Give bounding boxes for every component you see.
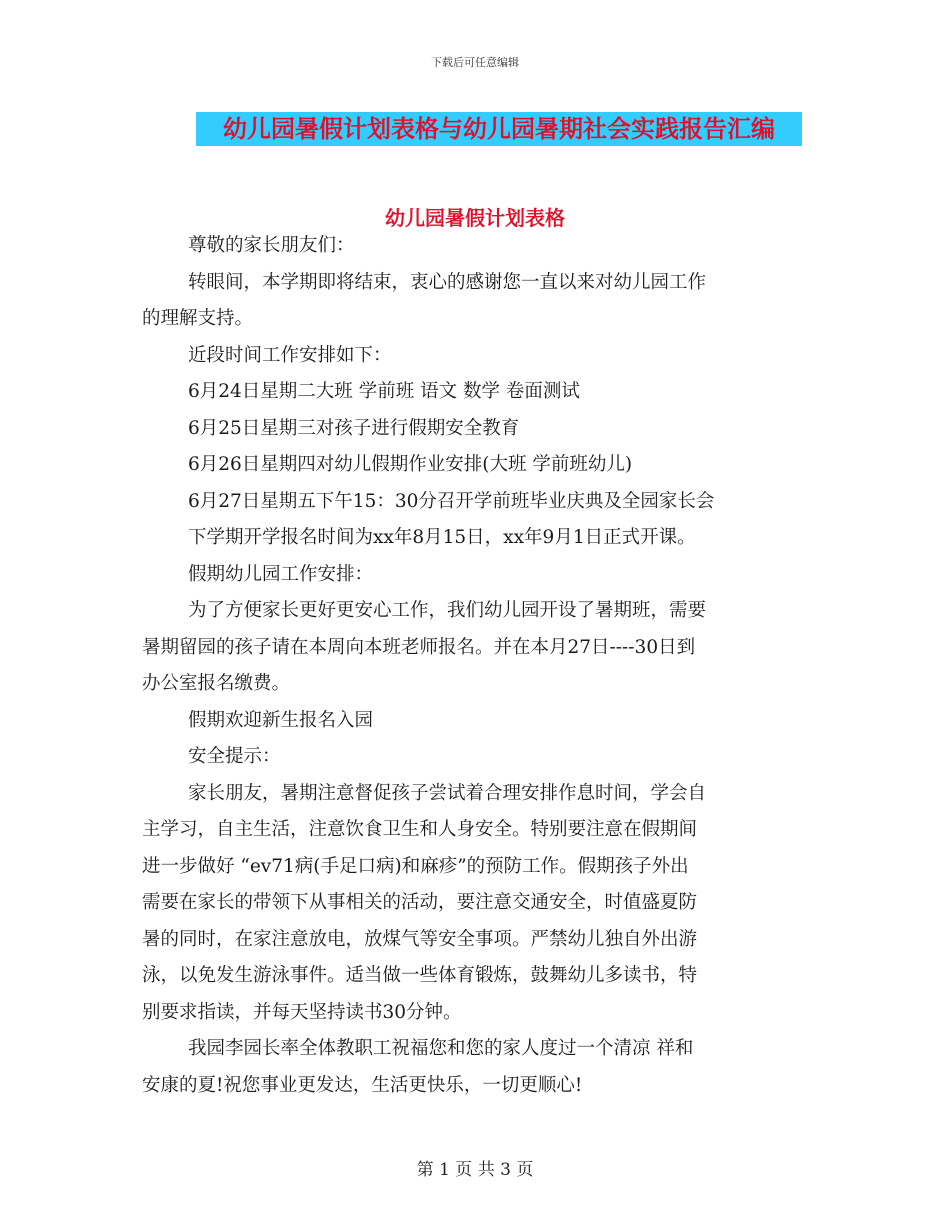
body-line: 6月26日星期四对幼儿假期作业安排(大班 学前班幼儿) [188, 454, 633, 475]
document-body [142, 228, 810, 1104]
body-line: 6月25日星期三对孩子进行假期安全教育 [188, 417, 520, 439]
header-note: 下载后可任意编辑 [431, 56, 519, 69]
body-line: 别要求指读，并每天坚持读书30分钟。 [142, 1001, 462, 1023]
body-line: 安康的夏!祝您事业更发达，生活更快乐，一切更顺心! [142, 1074, 583, 1096]
body-line: 假期幼儿园工作安排： [188, 563, 374, 585]
body-line: 为了方便家长更好更安心工作，我们幼儿园开设了暑期班，需要 [188, 600, 707, 621]
body-line: 下学期开学报名时间为xx年8月15日，xx年9月1日正式开课。 [188, 527, 696, 548]
body-line: 主学习，自主生活，注意饮食卫生和人身安全。特别要注意在假期间 [142, 819, 698, 840]
body-line: 泳，以免发生游泳事件。适当做一些体育锻炼，鼓舞幼儿多读书，特 [142, 965, 698, 986]
body-line: 的理解支持。 [142, 308, 254, 329]
body-line: 6月24日星期二大班 学前班 语文 数学 卷面测试 [188, 381, 580, 402]
main-title: 幼儿园暑假计划表格与幼儿园暑期社会实践报告汇编 [223, 115, 775, 143]
body-line: 需要在家长的带领下从事相关的活动，要注意交通安全，时值盛夏防 [142, 892, 698, 913]
body-line: 我园李园长率全体教职工祝福您和您的家人度过一个清凉 祥和 [188, 1038, 694, 1059]
main-title-highlight [196, 112, 802, 146]
body-line: 转眼间，本学期即将结束，衷心的感谢您一直以来对幼儿园工作 [188, 271, 707, 293]
body-line: 暑期留园的孩子请在本周向本班老师报名。并在本月27日----30日到 [142, 636, 696, 658]
body-line: 安全提示： [188, 746, 281, 767]
body-line: 6月27日星期五下午15：30分召开学前班毕业庆典及全园家长会 [188, 490, 715, 512]
body-line: 家长朋友，暑期注意督促孩子尝试着合理安排作息时间，学会自 [188, 782, 707, 804]
page-footer: 第 1 页 共 3 页 [416, 1160, 534, 1180]
body-line: 办公室报名缴费。 [142, 673, 291, 694]
body-line: 暑的同时，在家注意放电，放煤气等安全事项。严禁幼儿独自外出游 [142, 928, 698, 950]
body-line: 尊敬的家长朋友们： [188, 235, 355, 256]
body-line: 假期欢迎新生报名入园 [188, 709, 374, 731]
body-line: 进一步做好 “ev71病(手足口病)和麻疹”的预防工作。假期孩子外出 [142, 855, 689, 877]
body-line: 近段时间工作安排如下： [188, 344, 392, 366]
section-title: 幼儿园暑假计划表格 [385, 206, 565, 230]
